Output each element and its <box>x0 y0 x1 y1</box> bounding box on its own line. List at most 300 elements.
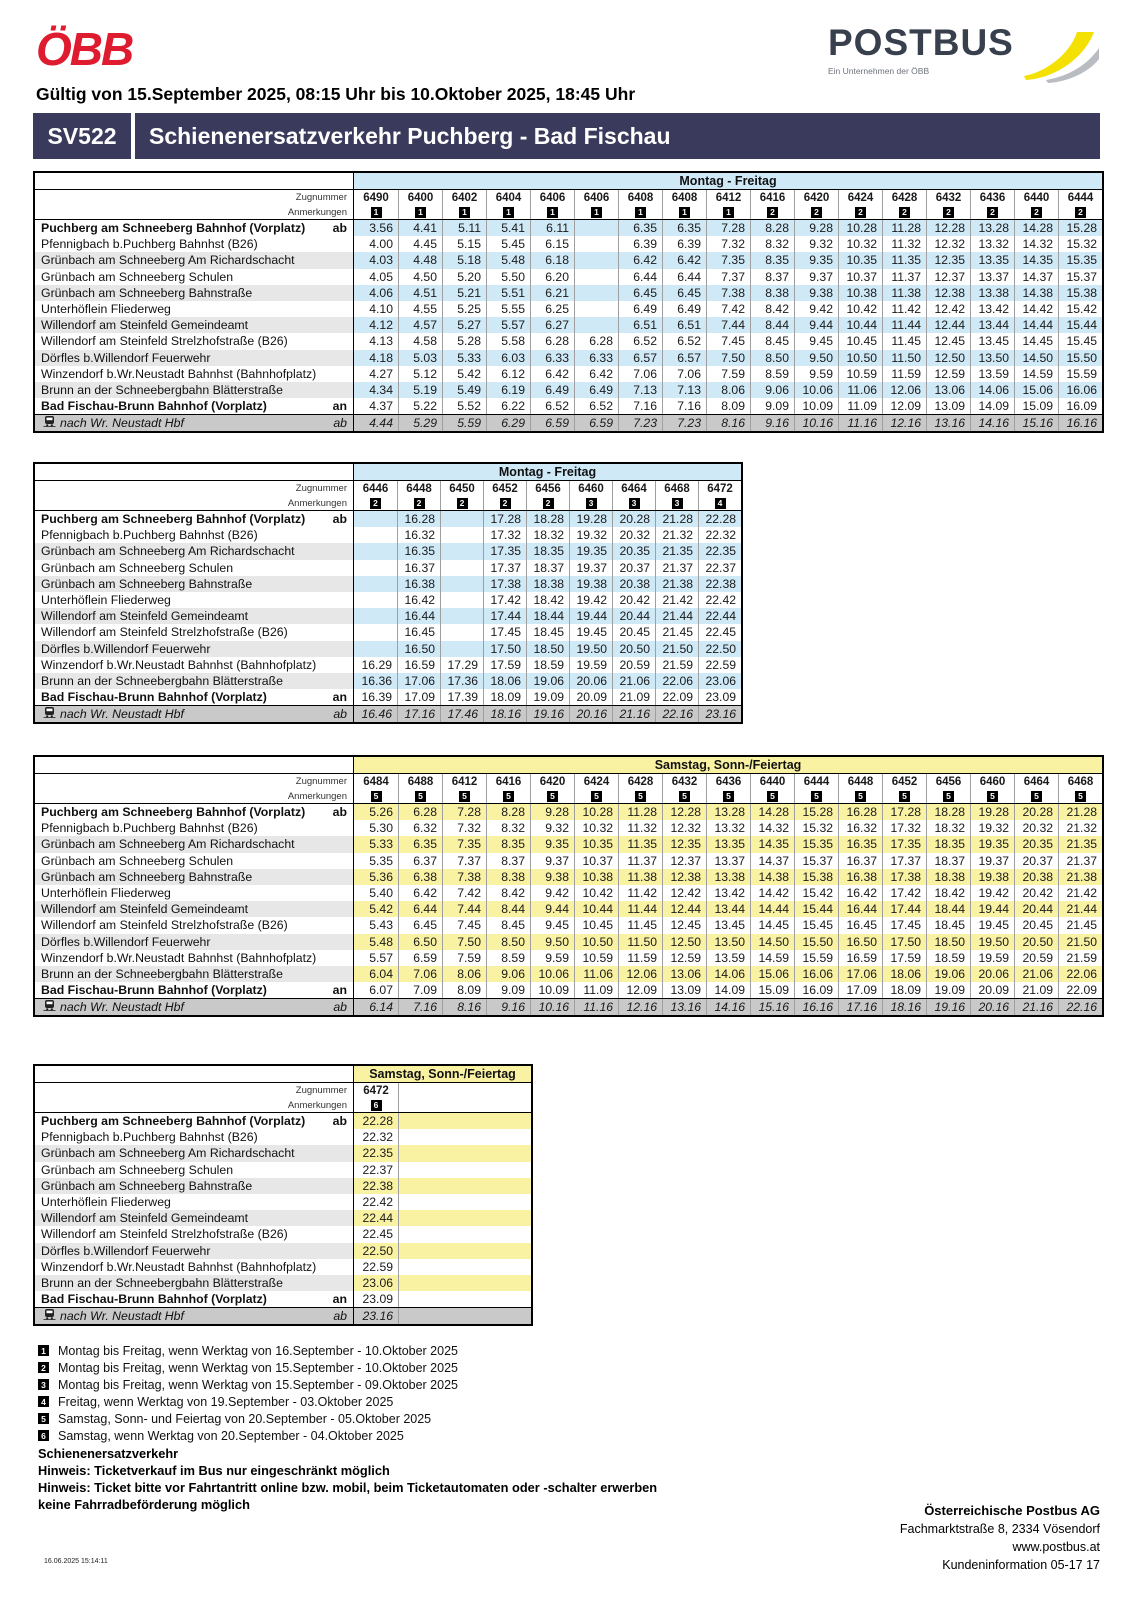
time-cell: 18.50 <box>526 641 569 657</box>
time-cell: 19.38 <box>569 576 612 592</box>
time-cell <box>354 608 397 624</box>
time-cell: 22.09 <box>1058 982 1102 998</box>
anmerkungen-label: Anmerkungen <box>35 789 354 803</box>
time-cell: 17.42 <box>483 592 526 608</box>
time-cell: 6.44 <box>618 269 662 285</box>
time-cell: 6.15 <box>530 236 574 252</box>
time-cell: 6.57 <box>662 350 706 366</box>
time-cell <box>574 285 618 301</box>
time-cell: 8.35 <box>750 252 794 268</box>
train-number: 6472 <box>363 1084 389 1097</box>
time-cell: 7.42 <box>706 301 750 317</box>
train-number: 6432 <box>926 190 970 205</box>
time-cell: 17.28 <box>882 804 926 820</box>
train-number: 6456 <box>526 481 569 496</box>
note-badge: 5 <box>415 791 426 802</box>
note-cell <box>530 205 574 219</box>
time-cell: 14.50 <box>1014 350 1058 366</box>
time-cell: 20.45 <box>1014 917 1058 933</box>
train-number: 6440 <box>750 774 794 789</box>
time-cell: 10.38 <box>838 285 882 301</box>
note-badge: 1 <box>635 207 646 218</box>
time-cell: 9.44 <box>530 901 574 917</box>
time-cell: 21.06 <box>612 673 655 689</box>
time-cell: 5.45 <box>486 236 530 252</box>
footnote <box>38 1393 458 1410</box>
time-cell: 22.32 <box>698 527 741 543</box>
time-cell: 16.45 <box>397 624 440 640</box>
table-row <box>35 236 1102 252</box>
time-cell: 16.50 <box>397 641 440 657</box>
time-cell: 6.51 <box>662 317 706 333</box>
time-cell: 15.44 <box>794 901 838 917</box>
time-cell <box>574 317 618 333</box>
time-cell <box>440 527 483 543</box>
time-cell: 7.16 <box>398 999 442 1015</box>
train-number: 6402 <box>442 190 486 205</box>
publisher-company: Österreichische Postbus AG <box>924 1503 1100 1518</box>
train-number: 6420 <box>530 774 574 789</box>
time-cell: 4.12 <box>354 317 398 333</box>
time-cell: 6.14 <box>354 999 398 1015</box>
train-number: 6428 <box>618 774 662 789</box>
note-cell <box>398 789 442 803</box>
line-code: SV522 <box>33 113 131 159</box>
time-cell: 21.45 <box>655 624 698 640</box>
time-cell: 15.09 <box>1014 398 1058 414</box>
time-cell: 11.37 <box>618 853 662 869</box>
time-cell: 5.36 <box>354 869 398 885</box>
time-cell: 11.32 <box>882 236 926 252</box>
time-cell: 7.50 <box>706 350 750 366</box>
train-number: 6408 <box>662 190 706 205</box>
time-cell: 18.59 <box>526 657 569 673</box>
timetable-2 <box>33 462 743 724</box>
table-row <box>35 657 741 673</box>
stop-marker: an <box>332 983 347 998</box>
stop-marker: ab <box>333 1000 347 1015</box>
time-cell: 10.44 <box>574 901 618 917</box>
note-badge: 2 <box>414 498 425 509</box>
time-cell: 7.38 <box>442 869 486 885</box>
time-cell: 4.58 <box>398 333 442 349</box>
time-cell: 21.45 <box>1058 917 1102 933</box>
time-cell: 15.45 <box>794 917 838 933</box>
footnote <box>38 1410 458 1427</box>
station-name: Unterhöflein Fliederweg <box>41 302 171 317</box>
time-cell: 13.42 <box>706 885 750 901</box>
train-number: 6444 <box>794 774 838 789</box>
time-cell: 14.59 <box>1014 366 1058 382</box>
note-badge: 1 <box>459 207 470 218</box>
time-cell: 13.37 <box>706 853 750 869</box>
time-cell: 13.16 <box>926 415 970 431</box>
station-name: Grünbach am Schneeberg Am Richardschacht <box>41 253 295 268</box>
time-cell: 20.59 <box>612 657 655 673</box>
time-cell: 22.59 <box>698 657 741 673</box>
table-row <box>35 252 1102 268</box>
time-cell: 5.51 <box>486 285 530 301</box>
train-number: 6412 <box>442 774 486 789</box>
time-cell: 6.19 <box>486 382 530 398</box>
notice-line: Schienenersatzverkehr <box>38 1446 179 1461</box>
table-row <box>35 382 1102 398</box>
time-cell: 20.32 <box>1014 820 1058 836</box>
note-badge: 1 <box>415 207 426 218</box>
time-cell: 20.28 <box>612 511 655 527</box>
time-cell: 21.16 <box>1014 999 1058 1015</box>
time-cell: 22.50 <box>354 1243 398 1259</box>
time-cell: 22.44 <box>698 608 741 624</box>
time-cell: 22.06 <box>655 673 698 689</box>
note-cell <box>655 496 698 510</box>
time-cell: 10.09 <box>794 398 838 414</box>
time-cell: 9.50 <box>530 934 574 950</box>
time-cell: 9.44 <box>794 317 838 333</box>
station-name: Willendorf am Steinfeld Strelzhofstraße (B26) <box>41 334 288 349</box>
time-cell: 12.50 <box>926 350 970 366</box>
timetable-3 <box>33 755 1104 1017</box>
note-badge: 1 <box>591 207 602 218</box>
station-name: Willendorf am Steinfeld Gemeindeamt <box>41 1211 249 1226</box>
time-cell: 11.45 <box>882 333 926 349</box>
time-cell: 4.06 <box>354 285 398 301</box>
time-cell: 15.50 <box>794 934 838 950</box>
time-cell: 18.37 <box>526 560 569 576</box>
note-cell <box>612 496 655 510</box>
time-cell: 17.59 <box>483 657 526 673</box>
table-row <box>35 853 1102 869</box>
station-name: Grünbach am Schneeberg Bahnstraße <box>41 1178 253 1193</box>
time-cell: 14.06 <box>970 382 1014 398</box>
table-row <box>35 998 1102 1015</box>
time-cell: 9.37 <box>794 269 838 285</box>
time-cell: 16.59 <box>397 657 440 673</box>
time-cell: 12.37 <box>662 853 706 869</box>
time-cell: 6.12 <box>486 366 530 382</box>
time-cell: 6.33 <box>574 350 618 366</box>
footnote-text: Montag bis Freitag, wenn Werktag von 15.September - 10.Oktober 2025 <box>58 1360 458 1375</box>
time-cell: 8.28 <box>750 220 794 236</box>
time-cell: 5.30 <box>369 821 393 836</box>
time-cell: 17.38 <box>483 576 526 592</box>
train-number: 6424 <box>838 190 882 205</box>
zugnummer-label: Zugnummer <box>35 1083 354 1098</box>
note-cell <box>926 205 970 219</box>
time-cell: 6.04 <box>354 966 398 982</box>
station-name: Puchberg am Schneeberg Bahnhof (Vorplatz) <box>41 1114 306 1129</box>
time-cell: 4.27 <box>369 366 393 381</box>
time-cell: 18.42 <box>926 885 970 901</box>
time-cell: 15.42 <box>794 885 838 901</box>
time-cell: 22.50 <box>698 641 741 657</box>
note-badge: 1 <box>371 207 382 218</box>
time-cell: 20.16 <box>970 999 1014 1015</box>
time-cell: 16.06 <box>794 966 838 982</box>
station-name: Bad Fischau-Brunn Bahnhof (Vorplatz) <box>41 983 267 998</box>
note-badge: 2 <box>1075 207 1086 218</box>
time-cell: 17.35 <box>882 836 926 852</box>
time-cell: 22.09 <box>655 689 698 705</box>
time-cell: 22.28 <box>354 1113 398 1129</box>
table-row <box>35 1259 531 1275</box>
train-number: 6420 <box>794 190 838 205</box>
time-cell: 16.35 <box>838 836 882 852</box>
time-cell: 18.50 <box>926 934 970 950</box>
stop-marker: ab <box>332 221 347 236</box>
time-cell: 18.35 <box>526 543 569 559</box>
time-cell: 13.06 <box>926 382 970 398</box>
time-cell: 21.38 <box>655 576 698 592</box>
table-row <box>35 1307 531 1324</box>
footnote-text: Freitag, wenn Werktag von 19.September - 03.Oktober 2025 <box>58 1394 394 1409</box>
stop-marker: ab <box>333 1309 347 1324</box>
time-cell: 14.59 <box>750 950 794 966</box>
time-cell: 14.37 <box>750 853 794 869</box>
time-cell: 6.50 <box>398 934 442 950</box>
time-cell: 15.28 <box>794 804 838 820</box>
train-number: 6456 <box>926 774 970 789</box>
time-cell: 15.35 <box>1058 252 1102 268</box>
note-badge: 2 <box>943 207 954 218</box>
station-name: Willendorf am Steinfeld Gemeindeamt <box>41 318 249 333</box>
time-cell: 18.45 <box>926 917 970 933</box>
time-cell: 20.37 <box>612 560 655 576</box>
time-cell: 10.37 <box>838 269 882 285</box>
note-badge: 2 <box>457 498 468 509</box>
time-cell: 12.06 <box>882 382 926 398</box>
note-cell <box>794 789 838 803</box>
time-cell: 15.59 <box>1058 366 1102 382</box>
time-cell: 8.38 <box>750 285 794 301</box>
time-cell: 7.23 <box>618 415 662 431</box>
table-row <box>35 333 1102 349</box>
time-cell: 8.42 <box>750 301 794 317</box>
time-cell: 13.37 <box>970 269 1014 285</box>
train-number: 6406 <box>574 190 618 205</box>
time-cell <box>440 624 483 640</box>
time-cell: 15.59 <box>794 950 838 966</box>
time-cell: 22.45 <box>698 624 741 640</box>
time-cell: 7.45 <box>706 333 750 349</box>
time-cell: 16.50 <box>838 934 882 950</box>
time-cell: 20.35 <box>612 543 655 559</box>
time-cell: 13.28 <box>706 804 750 820</box>
footnote <box>38 1342 458 1359</box>
note-cell <box>618 789 662 803</box>
time-cell: 4.00 <box>369 237 393 252</box>
time-cell: 6.28 <box>574 333 618 349</box>
time-cell: 5.11 <box>442 220 486 236</box>
station-name: Grünbach am Schneeberg Schulen <box>41 269 234 284</box>
station-name: Pfennigbach b.Puchberg Bahnhst (B26) <box>41 1130 258 1145</box>
time-cell: 10.59 <box>838 366 882 382</box>
time-cell: 12.45 <box>926 333 970 349</box>
note-cell <box>483 496 526 510</box>
time-cell: 21.35 <box>1058 836 1102 852</box>
time-cell: 5.20 <box>442 269 486 285</box>
footnote-text: Montag bis Freitag, wenn Werktag von 15.September - 09.Oktober 2025 <box>58 1377 458 1392</box>
footnote <box>38 1376 458 1393</box>
table-row <box>35 511 741 527</box>
footnote <box>38 1427 458 1444</box>
time-cell: 17.06 <box>397 673 440 689</box>
train-number: 6460 <box>970 774 1014 789</box>
time-cell: 11.16 <box>574 999 618 1015</box>
note-badge: 5 <box>1031 791 1042 802</box>
time-cell: 17.50 <box>882 934 926 950</box>
anmerkungen-label: Anmerkungen <box>35 1098 354 1112</box>
time-cell: 13.06 <box>662 966 706 982</box>
period-header: Montag - Freitag <box>354 464 741 480</box>
time-cell: 12.06 <box>618 966 662 982</box>
time-cell: 10.16 <box>794 415 838 431</box>
footnote-text: Samstag, wenn Werktag von 20.September - 04.Oktober 2025 <box>58 1428 404 1443</box>
station-name: Grünbach am Schneeberg Bahnstraße <box>41 869 253 884</box>
time-cell: 19.35 <box>970 836 1014 852</box>
time-cell: 7.37 <box>706 269 750 285</box>
time-cell: 8.38 <box>486 869 530 885</box>
note-badge: 2 <box>500 498 511 509</box>
time-cell: 16.39 <box>361 690 392 705</box>
note-badge: 4 <box>38 1396 49 1407</box>
time-cell <box>354 543 397 559</box>
train-number: 6448 <box>397 481 440 496</box>
time-cell: 17.28 <box>483 511 526 527</box>
note-cell <box>486 789 530 803</box>
time-cell: 12.59 <box>926 366 970 382</box>
time-cell: 17.35 <box>483 543 526 559</box>
time-cell: 11.16 <box>838 415 882 431</box>
note-cell <box>354 496 397 510</box>
time-cell: 21.37 <box>1058 853 1102 869</box>
time-cell: 6.44 <box>398 901 442 917</box>
time-cell: 19.35 <box>569 543 612 559</box>
note-badge: 5 <box>38 1413 49 1424</box>
time-cell: 9.16 <box>486 999 530 1015</box>
time-cell: 10.35 <box>838 252 882 268</box>
time-cell: 16.36 <box>354 673 397 689</box>
train-number: 6452 <box>882 774 926 789</box>
time-cell: 10.42 <box>838 301 882 317</box>
train-number: 6460 <box>569 481 612 496</box>
time-cell: 19.32 <box>970 820 1014 836</box>
time-cell <box>574 236 618 252</box>
station-name: Winzendorf b.Wr.Neustadt Bahnhst (Bahnhofplatz) <box>41 657 317 672</box>
train-number: 6416 <box>486 774 530 789</box>
time-cell: 15.37 <box>1058 269 1102 285</box>
note-cell <box>794 205 838 219</box>
time-cell: 11.37 <box>882 269 926 285</box>
train-icon <box>41 707 56 721</box>
time-cell: 14.32 <box>1014 236 1058 252</box>
time-cell: 15.50 <box>1058 350 1102 366</box>
time-cell: 7.13 <box>618 382 662 398</box>
period-header: Samstag, Sonn-/Feiertag <box>354 757 1102 773</box>
time-cell: 12.42 <box>662 885 706 901</box>
time-cell: 5.50 <box>486 269 530 285</box>
time-cell: 21.32 <box>1058 820 1102 836</box>
time-cell: 5.27 <box>442 317 486 333</box>
time-cell: 15.06 <box>750 966 794 982</box>
time-cell: 18.44 <box>526 608 569 624</box>
time-cell: 22.42 <box>698 592 741 608</box>
time-cell: 18.09 <box>483 689 526 705</box>
time-cell: 9.45 <box>530 917 574 933</box>
time-cell: 8.28 <box>486 804 530 820</box>
time-cell: 12.16 <box>882 415 926 431</box>
station-name: Willendorf am Steinfeld Strelzhofstraße (B26) <box>41 918 288 933</box>
table-row <box>35 1129 531 1145</box>
time-cell: 14.16 <box>970 415 1014 431</box>
time-cell: 13.45 <box>970 333 1014 349</box>
station-name: Pfennigbach b.Puchberg Bahnhst (B26) <box>41 821 258 836</box>
print-timestamp: 16.06.2025 15:14:11 <box>44 1558 108 1565</box>
time-cell: 14.16 <box>706 999 750 1015</box>
time-cell: 19.50 <box>970 934 1014 950</box>
time-cell: 9.38 <box>530 869 574 885</box>
time-cell: 21.16 <box>612 706 655 722</box>
time-cell: 15.42 <box>1058 301 1102 317</box>
train-number: 6490 <box>363 191 389 204</box>
time-cell: 16.44 <box>397 608 440 624</box>
time-cell: 16.29 <box>361 657 392 672</box>
time-cell: 14.50 <box>750 934 794 950</box>
time-cell: 9.35 <box>794 252 838 268</box>
train-icon <box>41 416 56 430</box>
time-cell: 15.38 <box>1058 285 1102 301</box>
time-cell: 8.35 <box>486 836 530 852</box>
time-cell: 12.28 <box>662 804 706 820</box>
station-name: nach Wr. Neustadt Hbf <box>60 1309 184 1324</box>
time-cell: 19.44 <box>569 608 612 624</box>
time-cell: 15.16 <box>750 999 794 1015</box>
time-cell: 13.16 <box>662 999 706 1015</box>
train-number: 6484 <box>363 775 389 788</box>
time-cell: 15.32 <box>794 820 838 836</box>
time-cell: 16.42 <box>838 885 882 901</box>
table-row <box>35 705 741 722</box>
station-name: Pfennigbach b.Puchberg Bahnhst (B26) <box>41 237 258 252</box>
time-cell: 9.42 <box>794 301 838 317</box>
time-cell: 21.09 <box>612 689 655 705</box>
table-row <box>35 592 741 608</box>
time-cell: 21.42 <box>1058 885 1102 901</box>
time-cell: 11.28 <box>618 804 662 820</box>
time-cell: 22.42 <box>362 1195 393 1210</box>
time-cell: 11.09 <box>574 982 618 998</box>
time-cell <box>574 269 618 285</box>
station-name: Unterhöflein Fliederweg <box>41 593 171 608</box>
note-badge: 1 <box>723 207 734 218</box>
time-cell: 22.06 <box>1058 966 1102 982</box>
train-number: 6450 <box>440 481 483 496</box>
time-cell: 18.28 <box>926 804 970 820</box>
note-badge: 5 <box>459 791 470 802</box>
time-cell: 7.32 <box>706 236 750 252</box>
line-title: Schienenersatzverkehr Puchberg - Bad Fischau <box>135 113 1100 159</box>
time-cell: 12.35 <box>926 252 970 268</box>
station-name: Puchberg am Schneeberg Bahnhof (Vorplatz) <box>41 221 306 236</box>
time-cell: 17.36 <box>440 673 483 689</box>
time-cell: 20.44 <box>612 608 655 624</box>
time-cell: 6.49 <box>662 301 706 317</box>
note-badge: 5 <box>723 791 734 802</box>
note-badge: 3 <box>629 498 640 509</box>
note-cell <box>398 205 442 219</box>
table-row <box>35 608 741 624</box>
table-row <box>35 366 1102 382</box>
